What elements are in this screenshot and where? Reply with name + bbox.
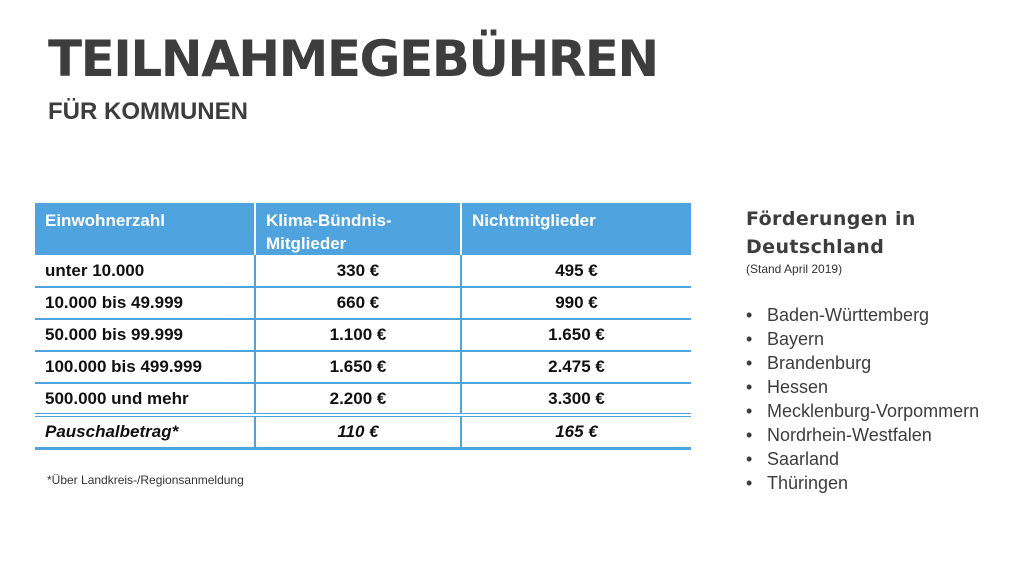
population-cell: 50.000 bis 99.999 [35,319,255,351]
column-header-members: Klima-Bündnis-Mitglieder [255,203,461,255]
member-fee-cell: 2.200 € [255,383,461,415]
table-row [35,255,691,287]
column-header-non-members: Nichtmitglieder [461,203,691,255]
bullet-icon: • [746,329,753,349]
table-header-row [35,203,691,255]
list-item [746,375,979,399]
list-item [746,471,979,495]
state-list [746,303,979,495]
non-member-fee-cell: 1.650 € [461,319,691,351]
member-fee-cell: 660 € [255,287,461,319]
list-item [746,423,979,447]
bullet-icon: • [746,305,753,325]
funding-title [746,205,916,261]
list-item [746,351,979,375]
member-fee-cell: 1.100 € [255,319,461,351]
bullet-icon: • [746,377,753,397]
population-cell: 100.000 bis 499.999 [35,351,255,383]
non-member-fee-cell: 165 € [461,415,691,448]
population-cell: 500.000 und mehr [35,383,255,415]
list-item [746,399,979,423]
bullet-icon: • [746,353,753,373]
page-title: TEILNAHMEGEBÜHREN [48,30,658,88]
table-row [35,319,691,351]
member-fee-cell: 1.650 € [255,351,461,383]
population-cell: unter 10.000 [35,255,255,287]
funding-date-note: (Stand April 2019) [746,262,843,276]
member-fee-cell: 110 € [255,415,461,448]
fee-table [35,203,691,450]
state-name: Thüringen [767,473,849,493]
state-name: Baden-Württemberg [767,305,930,325]
bullet-icon: • [746,425,753,445]
table-row-flat-rate [35,415,691,448]
footnote: *Über Landkreis-/Regionsanmeldung [47,473,244,487]
state-name: Brandenburg [767,353,872,373]
state-name: Bayern [767,329,825,349]
funding-title-line-2: Deutschland [746,236,885,258]
funding-title-line-1: Förderungen in [746,208,916,230]
state-name: Mecklenburg-Vorpommern [767,401,980,421]
non-member-fee-cell: 990 € [461,287,691,319]
non-member-fee-cell: 3.300 € [461,383,691,415]
bullet-icon: • [746,401,753,421]
state-name: Hessen [767,377,829,397]
member-fee-cell: 330 € [255,255,461,287]
non-member-fee-cell: 2.475 € [461,351,691,383]
population-cell: 10.000 bis 49.999 [35,287,255,319]
table-row [35,287,691,319]
state-name: Saarland [767,449,840,469]
state-name: Nordrhein-Westfalen [767,425,932,445]
bullet-icon: • [746,449,753,469]
list-item [746,327,979,351]
column-header-population: Einwohnerzahl [35,203,255,255]
page-subtitle: FÜR KOMMUNEN [48,98,248,125]
table-row [35,351,691,383]
bullet-icon: • [746,473,753,493]
list-item [746,447,979,471]
non-member-fee-cell: 495 € [461,255,691,287]
flat-rate-label: Pauschalbetrag* [35,415,255,448]
list-item [746,303,979,327]
table-row [35,383,691,415]
